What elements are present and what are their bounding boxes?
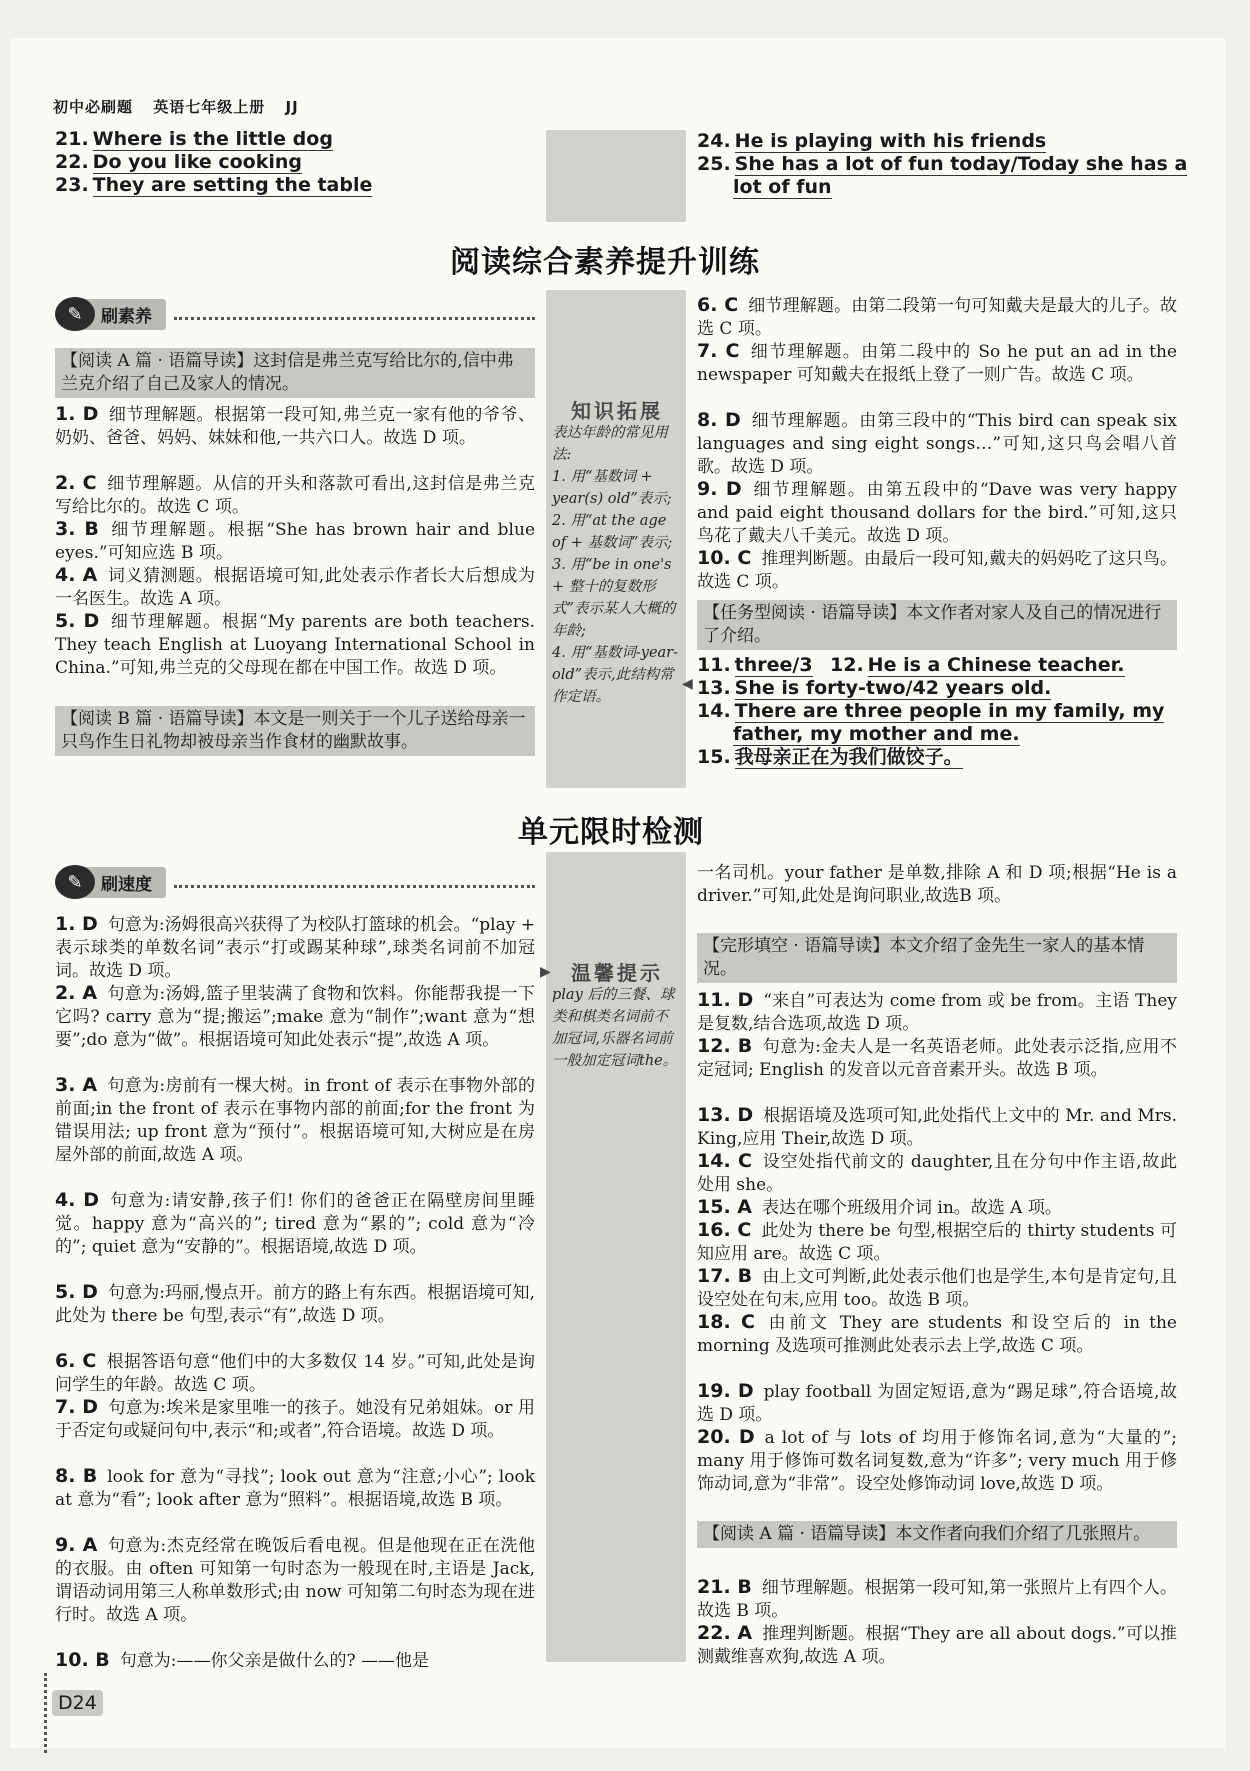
- list-item: 7. D 句意为:埃米是家里唯一的孩子。她没有兄弟姐妹。or 用于否定句或疑问句中,表示“和;或者”,符合语境。故选 D 项。: [55, 1396, 536, 1441]
- answer-25-cont: lot of fun: [733, 176, 832, 198]
- list-item: 8. B look for 意为“寻找”; look out 意为“注意;小心”; look at 意为“看”; look after 意为“照料”。根据语境,故选 B 项。: [55, 1465, 535, 1510]
- guide-reading-b: 【阅读 B 篇 · 语篇导读】本文是一则关于一个儿子送给母亲一只鸟作生日礼物却被母亲当作食材的幽默故事。: [55, 706, 535, 756]
- tag-label: 刷速度: [79, 867, 166, 898]
- list-item: 3. B 细节理解题。根据“She has brown hair and blue eyes.”可知应选 B 项。: [55, 518, 536, 563]
- list-item: 21. B 细节理解题。根据第一段可知,第一张照片上有四个人。故选 B 项。: [697, 1576, 1177, 1621]
- list-item: 3. A 句意为:房前有一棵大树。in front of 表示在事物外部的前面;in the front of 表示在事物内部的前面;for the front 为错误用法; up front 意为“预付”。根据语境可知,大树应是在房屋外部的前面,故选 A 项。: [55, 1074, 535, 1165]
- answer-12: 12. He is a Chinese teacher.: [830, 654, 1125, 676]
- dotted-rule: [174, 885, 535, 888]
- arrow-left-icon: ◀: [682, 676, 693, 692]
- list-item: 14. C 设空处指代前文的 daughter,且在分句中作主语,故此处用 she。: [697, 1150, 1177, 1195]
- list-item: 15. A 表达在哪个班级用介词 in。故选 A 项。: [697, 1196, 1062, 1218]
- list-item: 10. B 句意为:——你父亲是做什么的? ——他是: [55, 1649, 430, 1671]
- list-item: 6. C 根据答语句意“他们中的大多数仅 14 岁。”可知,此处是询问学生的年龄。故选 C 项。: [55, 1350, 535, 1395]
- note-text: play 后的三餐、球类和棋类名词前不加冠词,乐器名词前一般加定冠词the。: [552, 987, 678, 1069]
- tag-sudu: [55, 868, 535, 896]
- book-icon: ✎: [55, 297, 95, 331]
- knowledge-note: [552, 400, 682, 708]
- list-item: 16. C 此处为 there be 句型,根据空后的 thirty students 可知应用 are。故选 C 项。: [697, 1219, 1178, 1264]
- answer-25: 25. She has a lot of fun today/Today she has a: [697, 153, 1188, 175]
- book-title: 英语七年级上册: [153, 98, 266, 116]
- dotted-rule: [174, 317, 535, 320]
- note-title: 温馨提示: [571, 961, 663, 985]
- list-item: 13. D 根据语境及选项可知,此处指代上文中的 Mr. and Mrs. King,应用 Their,故选 D 项。: [697, 1104, 1178, 1149]
- guide-task-reading: 【任务型阅读 · 语篇导读】本文作者对家人及自己的情况进行了介绍。: [697, 600, 1177, 650]
- arrow-right-icon: ▶: [540, 964, 551, 980]
- list-item: 1. D 细节理解题。根据第一段可知,弗兰克一家有他的爷爷、奶奶、爸爸、妈妈、妹妹和他,一共六口人。故选 D 项。: [55, 403, 535, 448]
- answer-23: 23. They are setting the table: [55, 174, 373, 196]
- answer-24: 24. He is playing with his friends: [697, 130, 1047, 152]
- list-item: 22. A 推理判断题。根据“They are all about dogs.”可以推测戴维喜欢狗,故选 A 项。: [697, 1622, 1177, 1667]
- list-item: 17. B 由上文可判断,此处表示他们也是学生,本句是肯定句,且设空处在句末,应用 too。故选 B 项。: [697, 1265, 1177, 1310]
- list-item: 18. C 由前文 They are students 和设空后的 in the morning 及选项可推测此处表示去上学,故选 C 项。: [697, 1311, 1177, 1356]
- list-item: 5. D 细节理解题。根据“My parents are both teachers. They teach English at Luoyang International School in China.”可知,弗兰克的父母现在都在中国工作。故选 D 项。: [55, 610, 536, 678]
- tag-suyang: [55, 300, 535, 328]
- guide-cloze: 【完形填空 · 语篇导读】本文介绍了金先生一家人的基本情况。: [697, 933, 1177, 983]
- book-icon: ✎: [55, 865, 95, 899]
- answer-14: 14. There are three people in my family, my: [697, 700, 1165, 722]
- center-band-top: [546, 130, 686, 222]
- note-line: 3. 用“be in one's + 整十的复数形式”表示某人大概的年龄;: [552, 557, 676, 639]
- list-item: 12. B 句意为:金夫人是一名英语老师。此处表示泛指,应用不定冠词; English 的发音以元音音素开头。故选 B 项。: [697, 1035, 1177, 1080]
- list-item: 9. A 句意为:杰克经常在晚饭后看电视。但是他现在正在洗他的衣服。由 often 可知第一句时态为一般现在时,主语是 Jack,谓语动词用第三人称单数形式;由 now 可知第二句时态为现在进行时。故选 A 项。: [55, 1534, 535, 1625]
- list-item: 4. D 句意为:请安静,孩子们! 你们的爸爸正在隔壁房间里睡觉。happy 意为“高兴的”; tired 意为“累的”; cold 意为“冷的”; quiet 意为“安静的”。根据语境,故选 D 项。: [55, 1189, 536, 1257]
- guide-reading-a2: 【阅读 A 篇 · 语篇导读】本文作者向我们介绍了几张照片。: [697, 1521, 1177, 1548]
- note-line: 表达年龄的常见用法:: [552, 425, 668, 463]
- answer-21: 21. Where is the little dog: [55, 128, 333, 150]
- list-item: 9. D 细节理解题。由第五段中的“Dave was very happy and paid eight thousand dollars for the bird.”可知,这只鸟花了戴夫八千美元。故选 D 项。: [697, 478, 1177, 546]
- list-item: 5. D 句意为:玛丽,慢点开。前方的路上有东西。根据语境可知,此处为 there be 句型,表示“有”,故选 D 项。: [55, 1281, 535, 1326]
- answer-13: 13. She is forty-two/42 years old.: [697, 677, 1052, 699]
- list-item: 1. D 句意为:汤姆很高兴获得了为校队打篮球的机会。“play + 表示球类的单数名词”表示“打或踢某种球”,球类名词前不加冠词。故选 D 项。: [55, 913, 535, 981]
- list-item: 6. C 细节理解题。由第二段第一句可知戴夫是最大的儿子。故选 C 项。: [697, 294, 1178, 339]
- running-header: [53, 96, 313, 117]
- list-item: 11. D “来自”可表达为 come from 或 be from。主语 They 是复数,结合选项,故选 D 项。: [697, 989, 1177, 1034]
- page-number: D24: [52, 1690, 103, 1716]
- list-item: 2. A 句意为:汤姆,篮子里装满了食物和饮料。你能帮我提一下它吗? carry 意为“提;搬运”;make 意为“制作”;want 意为“想要”;do 意为“做”。根据语境可知此处表示“提”,故选 A 项。: [55, 982, 535, 1050]
- continued-text: 一名司机。your father 是单数,排除 A 和 D 项;根据“He is a driver.”可知,此处是询问职业,故选B 项。: [697, 863, 1177, 906]
- answer-15: 15. 我母亲正在为我们做饺子。: [697, 746, 963, 768]
- list-item: 20. D a lot of 与 lots of 均用于修饰名词,意为“大量的”; many 用于修饰可数名词复数,意为“许多”; very much 用于修饰动词,意为“非常”。设空处修饰动词 love,故选 D 项。: [697, 1426, 1177, 1494]
- answer-11: 11. three/3: [697, 654, 813, 676]
- list-item: 10. C 推理判断题。由最后一段可知,戴夫的妈妈吃了这只鸟。故选 C 项。: [697, 547, 1177, 592]
- note-line: 4. 用“基数词-year-old”表示,此结构常作定语。: [552, 645, 679, 705]
- list-item: 19. D play football 为固定短语,意为“踢足球”,符合语境,故选 D 项。: [697, 1380, 1177, 1425]
- guide-reading-a: 【阅读 A 篇 · 语篇导读】这封信是弗兰克写给比尔的,信中弗兰克介绍了自己及家人的情况。: [55, 348, 535, 398]
- tip-note: [552, 962, 682, 1072]
- tag-label: 刷素养: [79, 299, 166, 330]
- note-title: 知识拓展: [571, 399, 663, 423]
- section-title-reading: 阅读综合素养提升训练: [450, 245, 760, 280]
- edition-code: JJ: [285, 98, 299, 116]
- list-item: 4. A 词义猜测题。根据语境可知,此处表示作者长大后想成为一名医生。故选 A 项。: [55, 564, 535, 609]
- section-title-unit-test: 单元限时检测: [518, 815, 704, 850]
- list-item: 7. C 细节理解题。由第二段中的 So he put an ad in the newspaper 可知戴夫在报纸上登了一则广告。故选 C 项。: [697, 340, 1178, 385]
- note-line: 2. 用“at the age of + 基数词”表示;: [552, 513, 673, 551]
- book-series: 初中必刷题: [53, 98, 134, 116]
- answer-14-cont: father, my mother and me.: [733, 723, 1020, 745]
- answer-22: 22. Do you like cooking: [55, 151, 302, 173]
- list-item: 8. D 细节理解题。由第三段中的“This bird can speak six languages and sing eight songs…”可知,这只鸟会唱八首歌。故选 D 项。: [697, 409, 1177, 477]
- list-item: 2. C 细节理解题。从信的开头和落款可看出,这封信是弗兰克写给比尔的。故选 C 项。: [55, 472, 536, 517]
- note-line: 1. 用“基数词 + year(s) old”表示;: [552, 469, 672, 507]
